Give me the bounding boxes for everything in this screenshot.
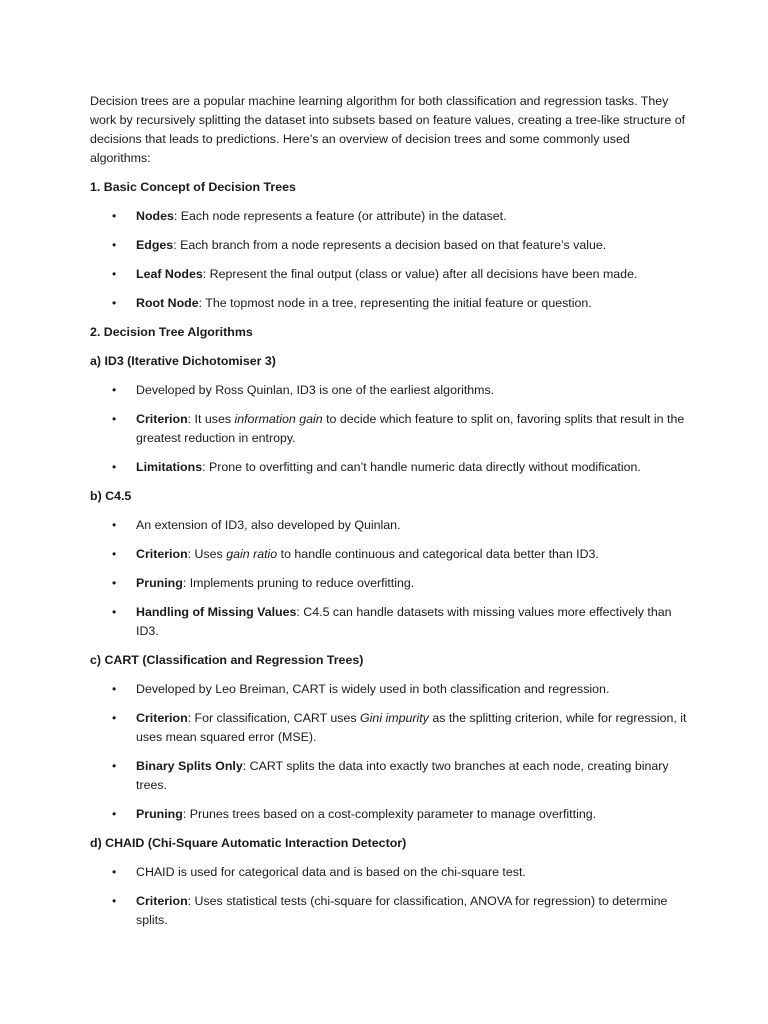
emphasis: gain ratio [226,547,278,561]
term: Root Node [136,296,199,310]
description-pre: : For classification, CART uses [187,711,361,725]
document-page [90,92,690,940]
description: : Each node represents a feature (or attribute) in the dataset. [173,209,507,223]
term: Criterion [136,547,188,561]
section-heading-basic-concept: 1. Basic Concept of Decision Trees [90,180,296,194]
list-item [90,757,690,795]
list-item [90,805,690,824]
description-pre: : Uses [187,547,227,561]
description: : Implements pruning to reduce overfitting. [182,576,415,590]
list-item [90,265,690,284]
description: Developed by Leo Breiman, CART is widely used in both classification and regression. [136,682,610,696]
term: Handling of Missing Values [136,605,297,619]
bullet-icon: • [112,576,117,590]
list-item [90,294,690,313]
bullet-icon: • [112,518,117,532]
description-pre: : It uses [187,412,235,426]
bullet-icon: • [112,605,117,619]
subsection-heading-cart: c) CART (Classification and Regression Trees) [90,653,364,667]
intro-paragraph: Decision trees are a popular machine learning algorithm for both classification and regression tasks. They work by recursively splitting the dataset into subsets based on feature values, creating a tree-like structure of decisions that leads to predictions. Here’s an overview of decision trees and some commonly used algorithms: [90,94,686,165]
list-item [90,545,690,564]
bullet-icon: • [112,807,117,821]
bullet-icon: • [112,412,117,426]
description: Developed by Ross Quinlan, ID3 is one of the earliest algorithms. [136,383,495,397]
description: : The topmost node in a tree, representing the initial feature or question. [198,296,592,310]
description: : Prone to overfitting and can’t handle numeric data directly without modification. [202,460,641,474]
description: : C4.5 can handle datasets with missing values more effectively than ID3. [136,605,672,638]
description: : Uses statistical tests (chi-square for classification, ANOVA for regression) to determine splits. [136,894,668,927]
list-item [90,516,690,535]
bullet-icon: • [112,865,117,879]
bullet-icon: • [112,267,117,281]
list-item [90,892,690,930]
list-item [90,410,690,448]
list-item [90,574,690,593]
subsection-heading-id3: a) ID3 (Iterative Dichotomiser 3) [90,354,276,368]
list-item [90,680,690,699]
bullet-icon: • [112,894,117,908]
list-item [90,709,690,747]
description: : Represent the final output (class or value) after all decisions have been made. [202,267,638,281]
c45-list [90,516,690,641]
description-post: to handle continuous and categorical data better than ID3. [277,547,599,561]
list-item [90,207,690,226]
term: Pruning [136,807,183,821]
bullet-icon: • [112,296,117,310]
subsection-heading-chaid: d) CHAID (Chi-Square Automatic Interaction Detector) [90,836,407,850]
term: Criterion [136,412,188,426]
term: Binary Splits Only [136,759,243,773]
list-item [90,381,690,400]
description: CHAID is used for categorical data and is based on the chi-square test. [136,865,526,879]
list-item [90,863,690,882]
bullet-icon: • [112,682,117,696]
bullet-icon: • [112,209,117,223]
term: Leaf Nodes [136,267,203,281]
list-item [90,458,690,477]
bullet-icon: • [112,383,117,397]
description: An extension of ID3, also developed by Quinlan. [136,518,401,532]
term: Limitations [136,460,203,474]
term: Pruning [136,576,183,590]
basic-concept-list [90,207,690,313]
term: Criterion [136,894,188,908]
term: Criterion [136,711,188,725]
description: : Prunes trees based on a cost-complexity parameter to manage overfitting. [182,807,597,821]
id3-list [90,381,690,477]
bullet-icon: • [112,460,117,474]
bullet-icon: • [112,759,117,773]
emphasis: Gini impurity [360,711,429,725]
section-heading-algorithms: 2. Decision Tree Algorithms [90,325,253,339]
bullet-icon: • [112,547,117,561]
subsection-heading-c45: b) C4.5 [90,489,132,503]
bullet-icon: • [112,711,117,725]
term: Edges [136,238,174,252]
list-item [90,603,690,641]
description-post: as the splitting criterion, while for regression, it uses mean squared error (MSE). [136,711,687,744]
list-item [90,236,690,255]
term: Nodes [136,209,174,223]
description: : Each branch from a node represents a decision based on that feature’s value. [173,238,607,252]
description-post: to decide which feature to split on, favoring splits that result in the greatest reduction in entropy. [136,412,685,445]
emphasis: information gain [234,412,323,426]
cart-list [90,680,690,824]
chaid-list [90,863,690,930]
description: : CART splits the data into exactly two branches at each node, creating binary trees. [136,759,669,792]
bullet-icon: • [112,238,117,252]
